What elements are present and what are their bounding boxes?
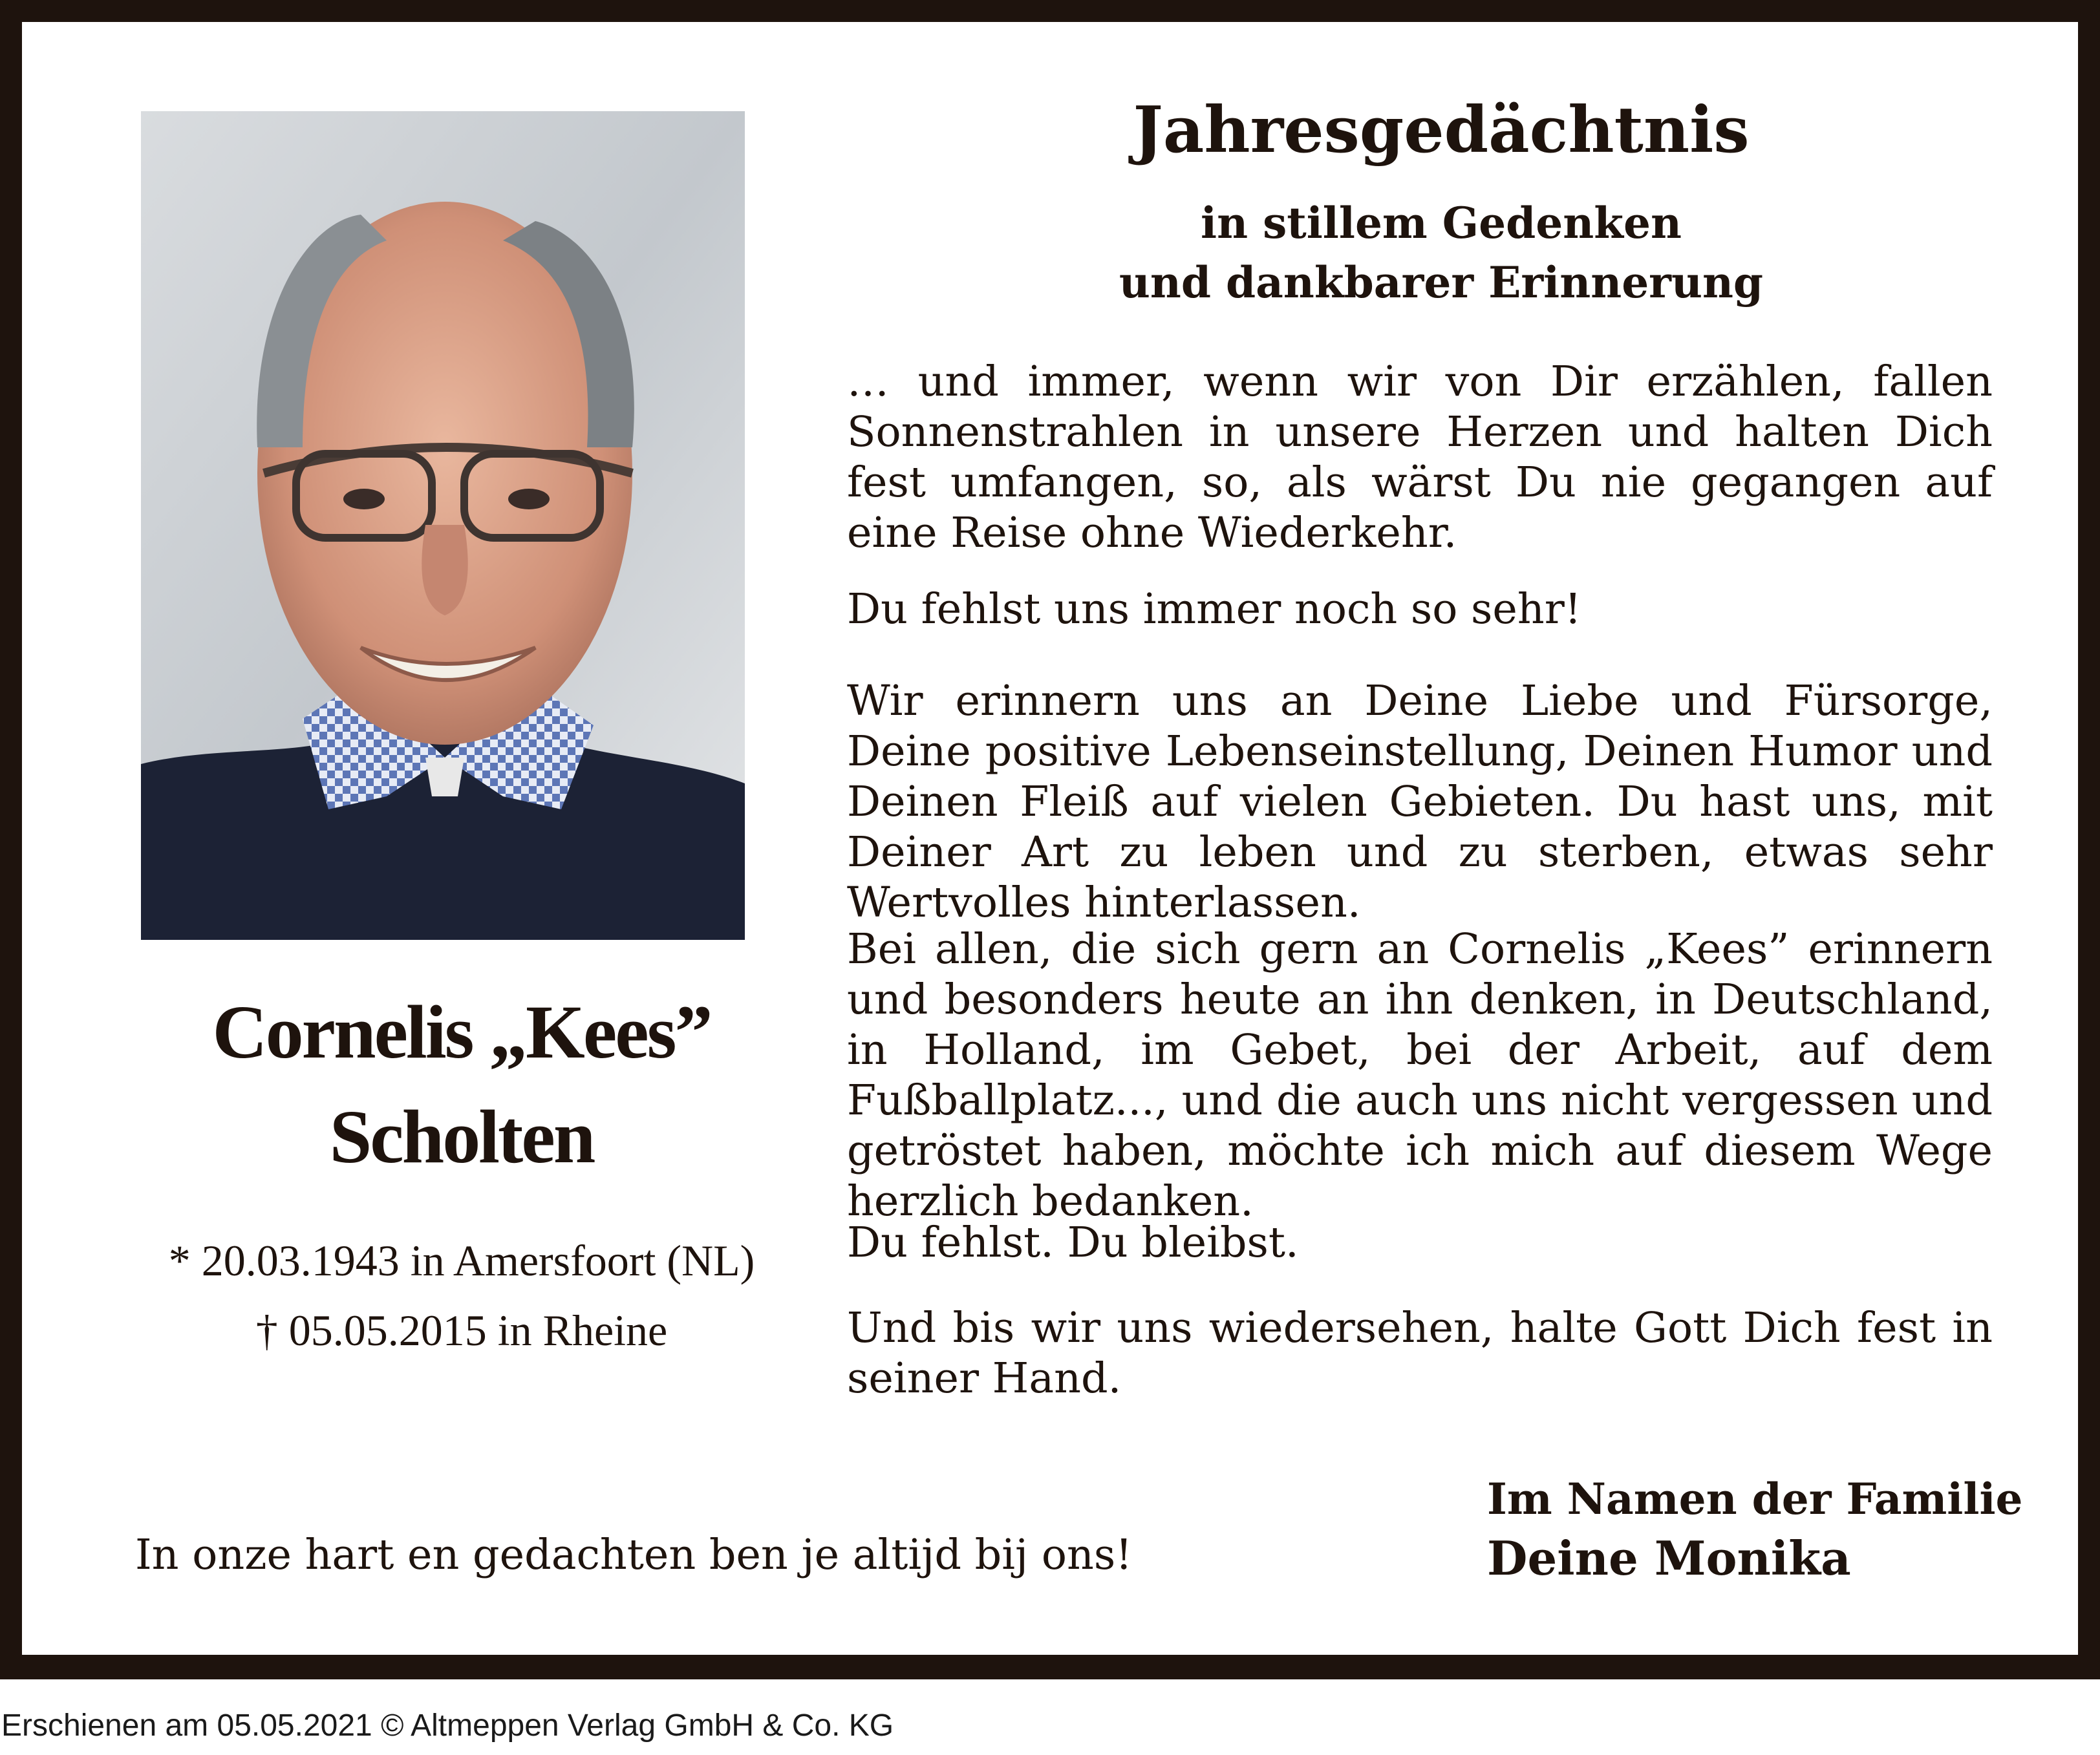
paragraph-2: Du fehlst uns immer noch so sehr! — [847, 585, 1581, 633]
paragraph-4: Bei allen, die sich gern an Cornelis „Kees” erinnern und besonders heute an ihn denken, in Deutschland, in Holland, im Gebet, bei der Arbeit, auf dem Fußballplatz..., und die auch uns nicht vergessen und getröstet haben, möchte ich mich auf diesem Wege herzlich bedanken. — [847, 925, 1993, 1226]
death-date: † 05.05.2015 in Rheine — [255, 1306, 668, 1355]
publication-footer: Erschienen am 05.05.2021 © Altmeppen Verlag GmbH & Co. KG — [1, 1708, 894, 1743]
paragraph-3: Wir erinnern uns an Deine Liebe und Fürsorge, Deine positive Lebenseinstellung, Deinen Humor und Deinen Fleiß auf vielen Gebieten. Du hast uns, mit Deiner Art zu leben und zu sterben, etwas sehr Wertvolles hinterlassen. — [847, 677, 1993, 927]
signature-name: Deine Monika — [1487, 1531, 1851, 1586]
deceased-name-last: Scholten — [329, 1094, 594, 1179]
paragraph-1: … und immer, wenn wir von Dir erzählen, fallen Sonnenstrahlen in unsere Herzen und halten Dich fest umfangen, so, als wärst Du nie gegangen auf eine Reise ohne Wiederkehr. — [847, 357, 1993, 557]
paragraph-6: Und bis wir uns wiedersehen, halte Gott Dich fest in seiner Hand. — [847, 1304, 1993, 1403]
deceased-name-first: Cornelis „Kees” — [212, 990, 711, 1074]
signature-family: Im Namen der Familie — [1487, 1474, 2023, 1524]
dutch-remembrance-line: In onze hart en gedachten ben je altijd bij ons! — [135, 1531, 1133, 1579]
notice-subtitle-2: und dankbarer Erinnerung — [1119, 257, 1764, 308]
birth-date: * 20.03.1943 in Amersfoort (NL) — [168, 1236, 755, 1285]
paragraph-5: Du fehlst. Du bleibst. — [847, 1218, 1299, 1267]
obituary-card — [22, 22, 2078, 1655]
notice-subtitle-1: in stillem Gedenken — [1201, 198, 1682, 248]
notice-title: Jahresgedächtnis — [1133, 93, 1750, 167]
portrait-photo — [141, 111, 745, 940]
